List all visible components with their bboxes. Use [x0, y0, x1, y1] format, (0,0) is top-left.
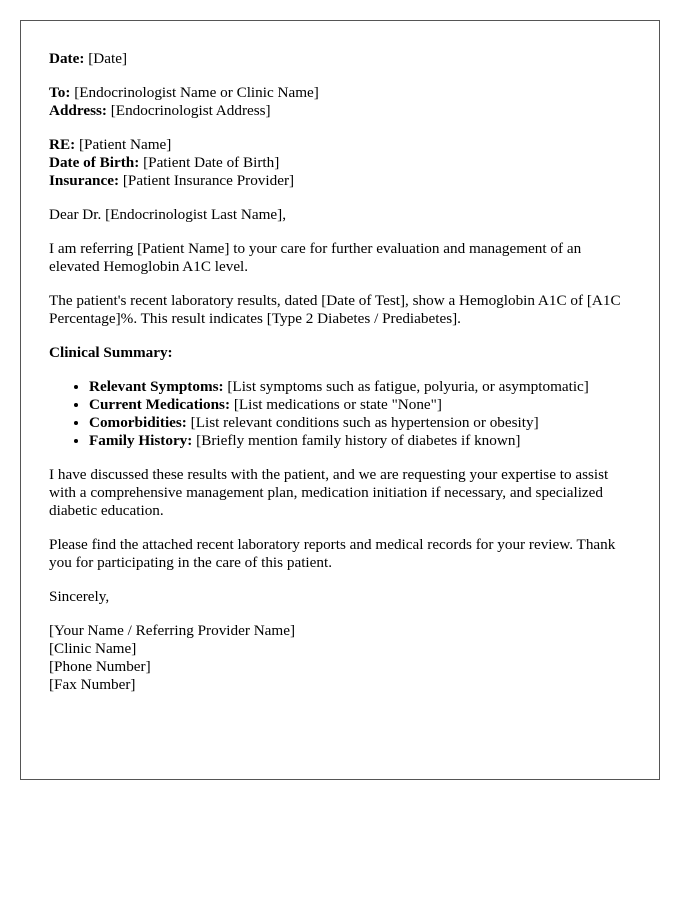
closing: Sincerely,	[49, 588, 110, 605]
results-paragraph: The patient's recent laboratory results, dated [Date of Test], show a Hemoglobin A1C of [A1C Percentage]%. This result indicates [Type 2 Diabetes / Prediabetes].	[49, 292, 621, 327]
list-item-family-history	[89, 432, 631, 450]
insurance-value: [Patient Insurance Provider]	[122, 172, 295, 189]
comorbidities-label: Comorbidities:	[89, 414, 187, 431]
clinical-summary-list	[49, 378, 631, 450]
date-value: [Date]	[88, 50, 128, 67]
dob-line	[49, 154, 631, 172]
signature-name: [Your Name / Referring Provider Name]	[49, 622, 296, 639]
list-item-symptoms	[89, 378, 631, 396]
signature-phone: [Phone Number]	[49, 658, 151, 675]
medications-value: [List medications or state "None"]	[233, 396, 442, 413]
date-label: Date:	[49, 50, 85, 67]
comorbidities-value: [List relevant conditions such as hypertension or obesity]	[190, 414, 539, 431]
symptoms-label: Relevant Symptoms:	[89, 378, 224, 395]
recipient-block	[49, 84, 631, 120]
signature-clinic: [Clinic Name]	[49, 640, 137, 657]
to-line	[49, 84, 631, 102]
address-value: [Endocrinologist Address]	[110, 102, 271, 119]
to-label: To:	[49, 84, 71, 101]
referral-letter	[20, 20, 660, 780]
medications-label: Current Medications:	[89, 396, 231, 413]
date-line	[49, 50, 631, 68]
re-value: [Patient Name]	[78, 136, 172, 153]
family-history-label: Family History:	[89, 432, 193, 449]
referral-paragraph: I am referring [Patient Name] to your care for further evaluation and management of an elevated Hemoglobin A1C level.	[49, 240, 582, 275]
family-history-value: [Briefly mention family history of diabetes if known]	[196, 432, 521, 449]
list-item-comorbidities	[89, 414, 631, 432]
patient-block	[49, 136, 631, 190]
attachments-paragraph: Please find the attached recent laboratory reports and medical records for your review. Thank you for participating in the care of this patient.	[49, 536, 616, 571]
symptoms-value: [List symptoms such as fatigue, polyuria, or asymptomatic]	[227, 378, 589, 395]
address-line	[49, 102, 631, 120]
salutation: Dear Dr. [Endocrinologist Last Name],	[49, 206, 287, 223]
discussion-paragraph: I have discussed these results with the patient, and we are requesting your expertise to assist with a comprehensive management plan, medication initiation if necessary, and specialized diabetic education.	[49, 466, 609, 519]
to-value: [Endocrinologist Name or Clinic Name]	[74, 84, 319, 101]
signature-block	[49, 622, 631, 694]
insurance-line	[49, 172, 631, 190]
clinical-summary-heading: Clinical Summary:	[49, 344, 173, 361]
list-item-medications	[89, 396, 631, 414]
insurance-label: Insurance:	[49, 172, 120, 189]
re-label: RE:	[49, 136, 76, 153]
dob-label: Date of Birth:	[49, 154, 140, 171]
dob-value: [Patient Date of Birth]	[143, 154, 280, 171]
signature-fax: [Fax Number]	[49, 676, 136, 693]
address-label: Address:	[49, 102, 107, 119]
re-line	[49, 136, 631, 154]
